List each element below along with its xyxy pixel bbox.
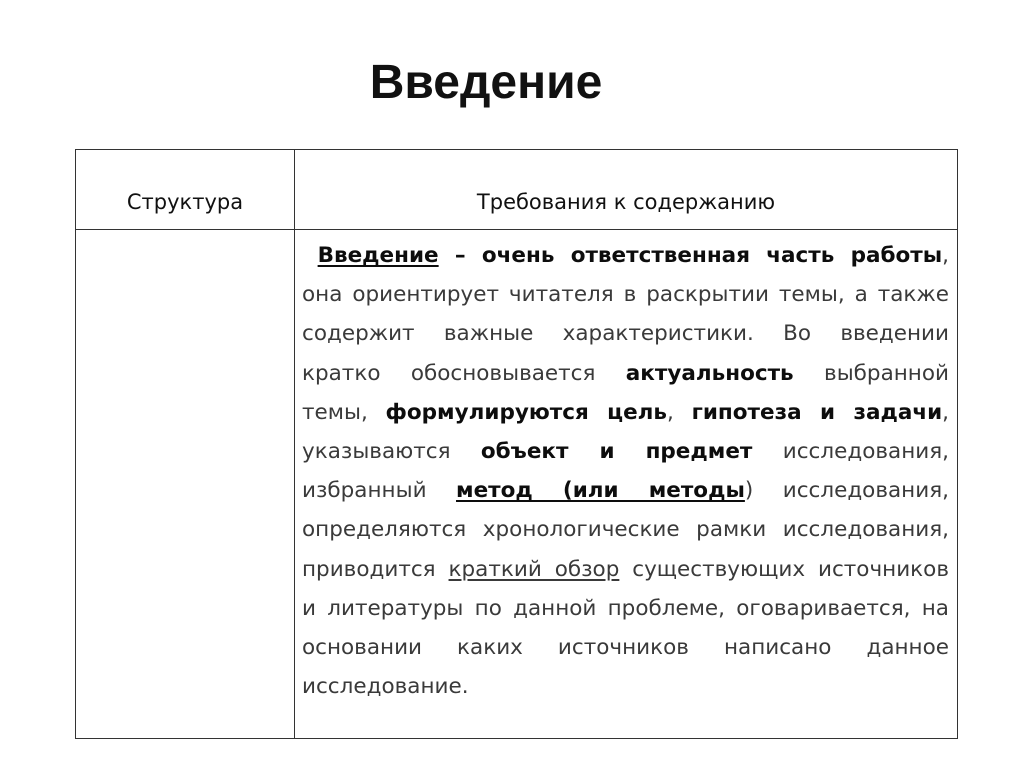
header-requirements: Требования к содержанию [295,150,958,230]
term-introduction: Введение [317,243,439,268]
page-title: Введение [369,56,603,109]
text-segment: , [667,399,692,425]
header-structure: Структура [76,150,295,230]
dash: – [438,243,482,268]
keyword-object-subject: объект и предмет [480,439,753,465]
table-header-row [76,150,958,230]
text-segment: , она ориентирует читателя в раскрытии темы, а также содержит важные характеристики. Во введении кратко обосновывается [302,243,949,386]
table-row [76,230,958,739]
text-segment: ) исследования, определяются хронологические рамки исследования, приводится [302,478,949,582]
term-responsible-part: очень ответственная часть работы [481,243,943,268]
text-segment: выбранной темы, [302,360,949,425]
requirements-table [75,149,958,739]
keyword-hypothesis: гипотеза и задачи [691,399,943,425]
structure-cell [76,230,295,739]
keyword-actuality: актуальность [625,360,794,386]
content-paragraph [302,236,949,706]
keyword-brief-review: краткий обзор [448,556,620,582]
keyword-method: метод (или методы [456,478,745,504]
text-segment: , указываются [302,399,950,465]
text-segment: исследования, избранный [302,439,949,504]
text-segment: существующих источников и литературы по данной проблеме, оговаривается, на основании каких источников написано данное исследование. [302,556,949,700]
content-cell [295,230,958,739]
keyword-goal: формулируются цель [385,399,668,425]
